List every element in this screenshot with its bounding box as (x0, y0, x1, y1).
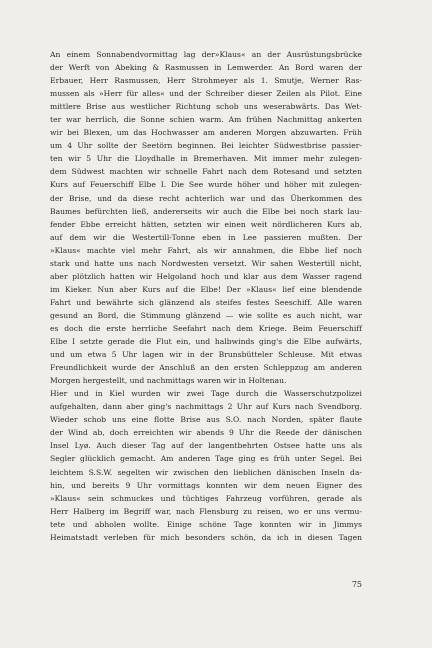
text-line: aufgehalten, dann aber ging's nachmittags 2 Uhr auf Kurs nach Svendborg. (50, 402, 362, 412)
text-line: und um etwa 5 Uhr lagen wir in der Brunsbütteler Schleuse. Mit etwas (50, 350, 362, 360)
text-line: es doch die erste herrliche Seefahrt nach dem Kriege. Beim Feuerschiff (50, 323, 362, 333)
text-line: »Klaus« machte viel mehr Fahrt, als wir annahmen, die Ebbe lief noch (50, 245, 362, 255)
text-line: Kurs auf Feuerschiff Elbe I. Die See wurde höher und höher mit zulegen- (50, 180, 362, 190)
text-line: leichtem S.S.W. segelten wir zwischen den lieblichen dänischen Inseln da- (50, 467, 362, 477)
text-line: Herr Halberg im Begriff war, nach Flensburg zu reisen, wo er uns vermu- (50, 506, 362, 516)
text-line: Heimatstadt verleben für mich besonders schön, da ich in diesen Tagen (50, 532, 362, 542)
text-line: Wieder schob uns eine flotte Brise aus S.O. nach Norden, später flaute (50, 415, 362, 425)
text-line: fender Ebbe erreicht hätten, setzten wir einen weit nördlicheren Kurs ab, (50, 219, 362, 229)
text-line: mussen als »Herr für alles« und der Schreiber dieser Zeilen als Pilot. Eine (50, 89, 362, 99)
text-line: Insel Lyø. Auch dieser Tag auf der langentbehrten Ostsee hatte uns als (50, 441, 362, 451)
page-number: 75 (351, 580, 362, 589)
text-line: stark und hatte uns nach Nordwesten versetzt. Wir sahen Westertill nicht, (50, 258, 362, 268)
text-line: tete und abholen wollte. Einige schöne Tage konnten wir in Jimmys (50, 519, 362, 529)
text-line: wir bei Blexen, um das Hochwasser am anderen Morgen abzuwarten. Früh (50, 128, 362, 138)
text-line: Segler glücklich gemacht. Am anderen Tage ging es früh unter Segel. Bei (50, 454, 362, 464)
body-text (50, 48, 362, 544)
text-line: mittlere Brise aus westlicher Richtung schob uns weserabwärts. Das Wet- (50, 102, 362, 112)
text-line: der Brise, und da diese recht achterlich war und das Überkommen des (50, 193, 362, 203)
text-line: An einem Sonnabendvormittag lag der»Klaus« an der Ausrüstungsbrücke (50, 50, 362, 59)
text-line: Hier und in Kiel wurden wir zwei Tage durch die Wasserschutzpolizei (50, 389, 362, 399)
text-line: »Klaus« sein schmuckes und tüchtiges Fahrzeug vorführen, gerade als (50, 493, 362, 503)
text-line: gesund an Bord, die Stimmung glänzend — wie sollte es auch nicht, war (50, 310, 362, 320)
text-line: Morgen hergestellt, und nachmittags waren wir in Holtenau. (50, 376, 287, 386)
text-line: der Werft von Abeking & Rasmussen in Lemwerder. An Bord waren der (50, 63, 362, 73)
text-line: im Kieker. Nun aber Kurs auf die Elbe! Der »Klaus« lief eine blendende (50, 284, 362, 294)
text-line: aber plötzlich hatten wir Helgoland hoch und klar aus dem Wasser ragend (50, 271, 362, 281)
text-line: Freundlichkeit wurde der Anschluß an den ersten Schleppzug am anderen (50, 363, 362, 373)
text-line: ten wir 5 Uhr die Lloydhalle in Bremerhaven. Mit immer mehr zulegen- (50, 154, 362, 164)
text-line: dem Südwest machten wir schnelle Fahrt nach dem Rotesand und setzten (50, 167, 362, 177)
text-line: Erbauer, Herr Rasmussen, Herr Strohmeyer als 1. Smutje, Werner Ras- (50, 76, 362, 86)
text-line: um 4 Uhr sollte der Seetörn beginnen. Bei leichter Südwestbrise passier- (50, 141, 362, 151)
text-line: Fahrt und bewährte sich glänzend als steifes festes Seeschiff. Alle waren (50, 297, 362, 307)
text-line: Baumes befürchten ließ, andererseits wir auch die Elbe bei noch stark lau- (50, 206, 362, 216)
text-line: Elbe I setzte gerade die Flut ein, und halbwinds ging's die Elbe aufwärts, (50, 337, 362, 347)
text-line: hin, und bereits 9 Uhr vormittags konnten wir dem neuen Eigner des (50, 480, 362, 490)
text-line: auf dem wir die Westertill-Tonne eben in Lee passieren mußten. Der (50, 232, 362, 242)
text-line: ter war herrlich, die Sonne schien warm. Am frühen Nachmittag ankerten (50, 115, 362, 125)
text-line: der Wind ab, doch erreichten wir abends 9 Uhr die Reede der dänischen (50, 428, 362, 438)
